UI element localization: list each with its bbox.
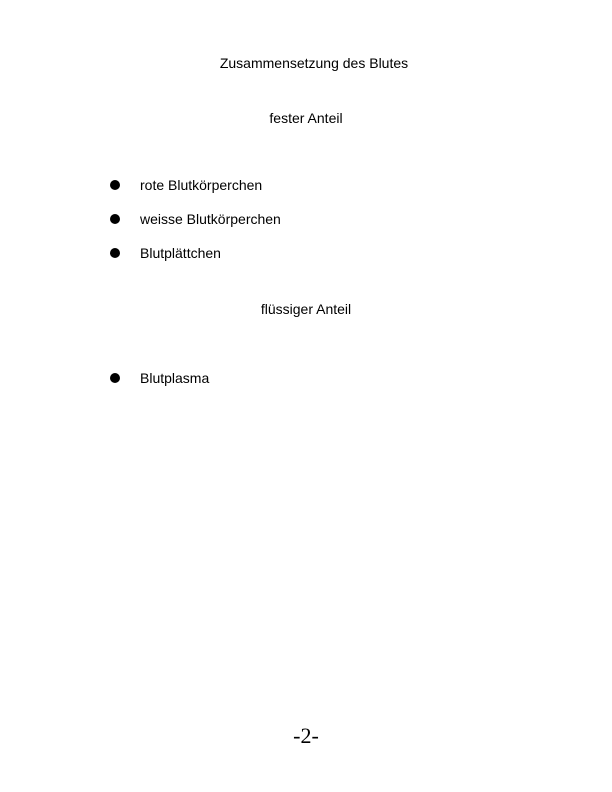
list-item-text: Blutplasma [140, 370, 210, 386]
list-item [0, 177, 612, 211]
list-item [0, 245, 612, 279]
bullet-icon [110, 248, 120, 258]
list-item-text: Blutplättchen [140, 245, 221, 261]
list-item [0, 211, 612, 245]
section-heading-liquid: flüssiger Anteil [260, 301, 352, 317]
list-item [0, 370, 612, 404]
page-number: -2- [293, 723, 319, 748]
solid-components-list [0, 177, 612, 279]
section-heading-solid: fester Anteil [269, 110, 343, 126]
liquid-components-list [0, 370, 612, 404]
list-item-text: rote Blutkörperchen [140, 177, 263, 193]
bullet-icon [110, 373, 120, 383]
bullet-icon [110, 214, 120, 224]
page-title: Zusammensetzung des Blutes [219, 55, 409, 71]
bullet-icon [110, 180, 120, 190]
list-item-text: weisse Blutkörperchen [140, 211, 281, 227]
